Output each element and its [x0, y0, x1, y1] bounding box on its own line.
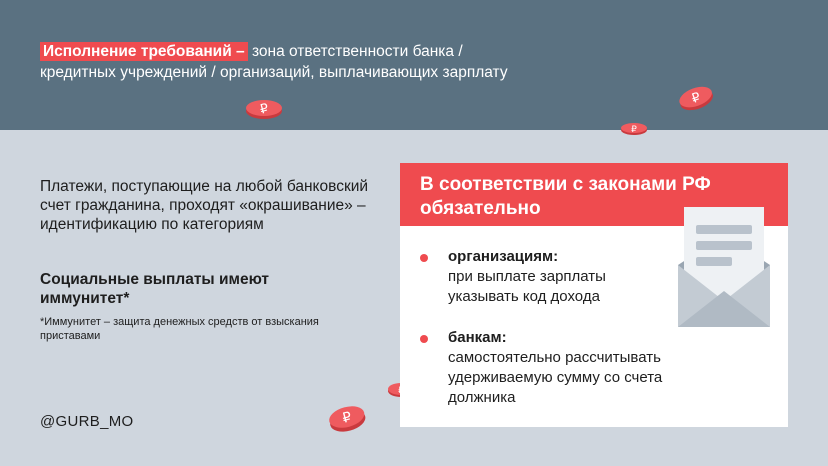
coin-symbol: ₽ [631, 125, 637, 135]
item-title: банкам: [448, 329, 507, 346]
footnote: *Иммунитет – защита денежных средств от взыскания приставами [40, 316, 319, 342]
item-text: при выплате зарплаты указывать код дохода [448, 268, 606, 305]
card-title: В соответствии с законами РФ обязательно [400, 163, 788, 226]
immunity-statement: Социальные выплаты имеют иммунитет* [40, 271, 270, 307]
headline-line2: кредитных учреждений / организаций, выплачивающих зарплату [40, 64, 508, 81]
headline-highlight: Исполнение требований – [40, 42, 248, 61]
headline-rest: зона ответственности банка / [247, 43, 463, 60]
social-handle: @GURB_MO [40, 413, 134, 430]
coin-symbol: ₽ [340, 409, 354, 427]
headline [40, 41, 640, 83]
bullet-icon [420, 335, 428, 343]
coin-symbol: ₽ [689, 90, 703, 107]
ruble-coin-icon [676, 84, 716, 112]
item-title: организациям: [448, 248, 559, 265]
left-paragraph: Платежи, поступающие на любой банковский счет гражданина, проходят «окрашивание» – идентификацию по категориям [40, 178, 369, 233]
ruble-coin-icon [326, 402, 368, 434]
bullet-icon [420, 254, 428, 262]
coin-symbol: ₽ [258, 101, 271, 118]
ruble-coin-icon [619, 120, 649, 136]
list-item [420, 247, 710, 307]
list-item [420, 328, 710, 408]
ruble-coin-icon [244, 98, 284, 120]
envelope-icon [676, 205, 772, 329]
item-text: самостоятельно рассчитывать удерживаемую сумму со счета должника [448, 349, 663, 406]
